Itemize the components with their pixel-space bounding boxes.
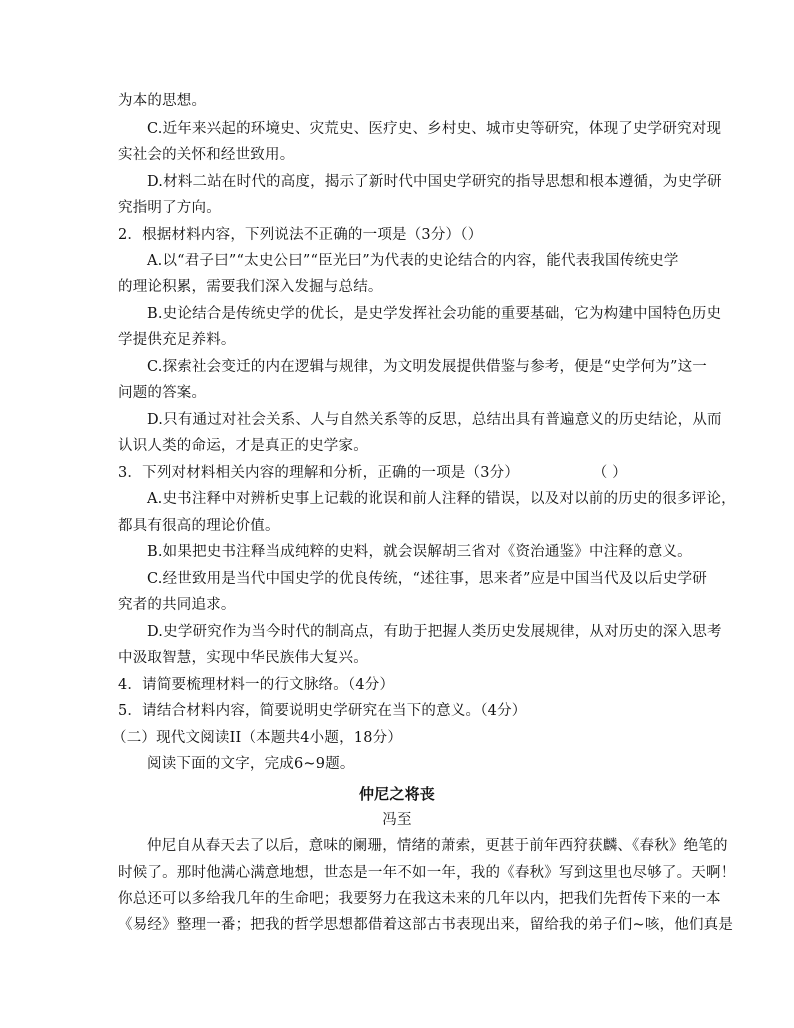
option-c: C.经世致用是当代中国史学的优良传统，“述往事，思来者”应是中国当代及以后史学研 bbox=[147, 571, 708, 587]
paragraph-line: 时候了。那时他满心满意地想，世态是一年不如一年，我的《春秋》写到这里也尽够了。天啊！ bbox=[118, 865, 736, 881]
option-d: D.只有通过对社会关系、人与自然关系等的反思，总结出具有普遍意义的历史结论，从而 bbox=[147, 412, 722, 428]
paragraph-line: 仲尼自从春天去了以后，意味的阑珊，情绪的萧索，更甚于前年西狩获麟、《春秋》绝笔的 bbox=[147, 838, 728, 854]
option-b: B.史论结合是传统史学的优长，是史学发挥社会功能的重要基础，它为构建中国特色历史 bbox=[147, 306, 722, 322]
option-b: B.如果把史书注释当成纯粹的史料，就会误解胡三省对《资治通鉴》中注释的意义。 bbox=[147, 544, 692, 560]
question-2: 2．根据材料内容，下列说法不正确的一项是（3分）（） bbox=[118, 227, 483, 243]
option-a: A.以“君子曰”“太史公曰”“臣光曰”为代表的史论结合的内容，能代表我国传统史学 bbox=[147, 253, 679, 269]
question-5: 5．请结合材料内容，简要说明史学研究在当下的意义。（4分） bbox=[118, 703, 527, 719]
option-d: D.史学研究作为当今时代的制高点，有助于把握人类历史发展规律，从对历史的深入思考 bbox=[147, 624, 722, 640]
paragraph-line: 你总还可以多给我几年的生命吧；我要努力在我这未来的几年以内，把我们先哲传下来的一本 bbox=[118, 891, 721, 907]
text-line: 究者的共同追求。 bbox=[118, 597, 236, 613]
text-line: 认识人类的命运，才是真正的史学家。 bbox=[118, 438, 368, 454]
paragraph-line: 《易经》整理一番；把我的哲学思想都借着这部古书表现出来，留给我的弟子们~咳，他们真是 bbox=[118, 917, 734, 933]
section-heading: （二）现代文阅读II（本题共4小题，18分） bbox=[112, 730, 403, 746]
instruction: 阅读下面的文字，完成6~9题。 bbox=[147, 756, 355, 772]
question-4: 4．请简要梳理材料一的行文脉络。（4分） bbox=[118, 677, 395, 693]
option-c: C.探索社会变迁的内在逻辑与规律，为文明发展提供借鉴与参考，便是“史学何为”这一 bbox=[147, 359, 708, 375]
option-a: A.史书注释中对辨析史事上记载的讹误和前人注释的错误，以及对以前的历史的很多评论， bbox=[147, 491, 736, 507]
text-line: 实社会的关怀和经世致用。 bbox=[118, 147, 295, 163]
text-line: 为本的思想。 bbox=[118, 93, 207, 109]
text-line: 的理论积累，需要我们深入发掘与总结。 bbox=[118, 279, 383, 295]
article-title: 仲尼之将丧 bbox=[358, 785, 435, 803]
text-line: 究指明了方向。 bbox=[118, 200, 221, 216]
text-line: 问题的答案。 bbox=[118, 385, 207, 401]
option-d: D.材料二站在时代的高度，揭示了新时代中国史学研究的指导思想和根本遵循，为史学研 bbox=[147, 174, 722, 190]
option-c: C.近年来兴起的环境史、灾荒史、医疗史、乡村史、城市史等研究，体现了史学研究对现 bbox=[147, 121, 722, 137]
text-line: 中汲取智慧，实现中华民族伟大复兴。 bbox=[118, 650, 368, 666]
text-line: 都具有很高的理论价值。 bbox=[118, 518, 280, 534]
question-3: 3．下列对材料相关内容的理解和分析，正确的一项是（3分） （ ） bbox=[118, 465, 627, 481]
article-author: 冯至 bbox=[382, 812, 412, 828]
text-line: 学提供充足养料。 bbox=[118, 332, 236, 348]
